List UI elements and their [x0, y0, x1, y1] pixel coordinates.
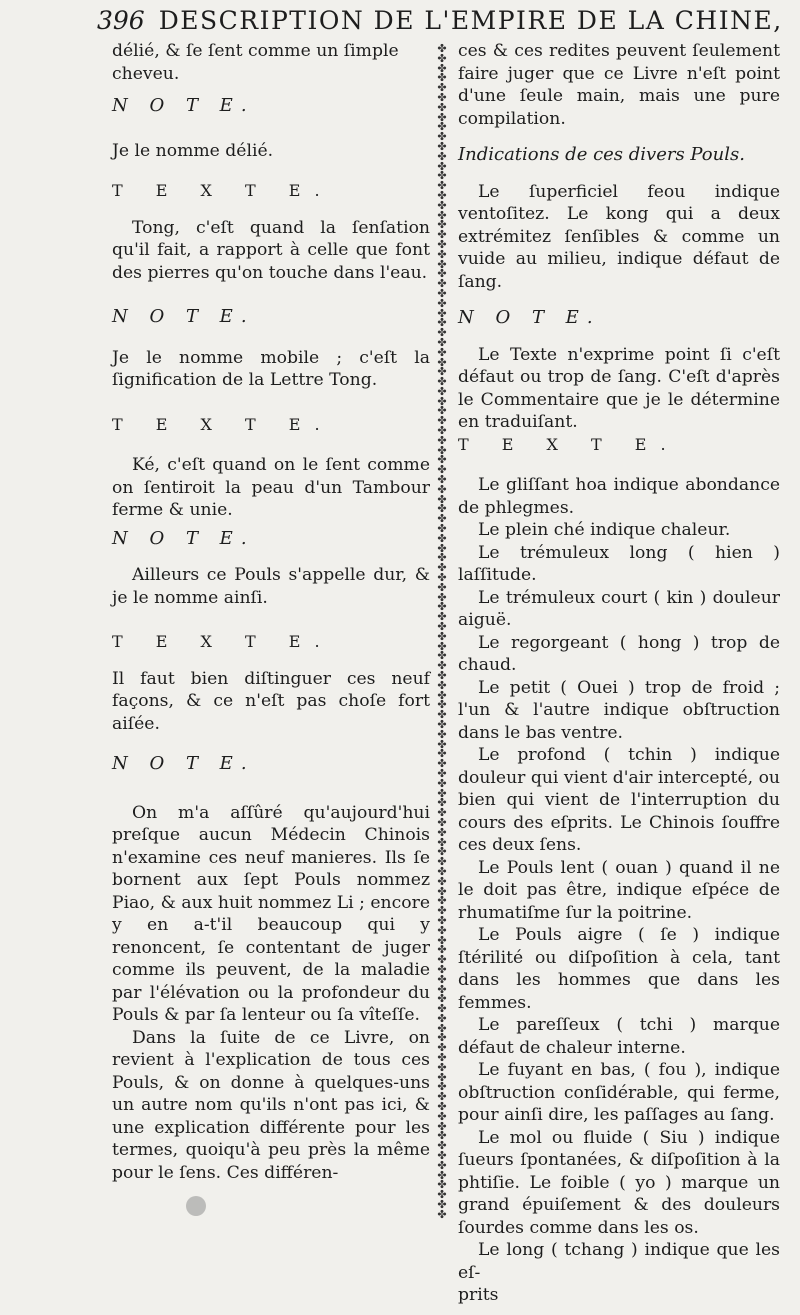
- left-column: [112, 40, 430, 1184]
- running-header: [97, 6, 783, 40]
- indication-item: Le gliſſant hoa indique abondance de phlegmes.: [458, 475, 780, 518]
- paragraph: Ailleurs ce Pouls s'appelle dur, & je le nomme ainſi.: [112, 565, 430, 608]
- indication-item: Le fuyant en bas, ( fou ), indique obſtruction conſidérable, qui ferme, pour ainſi dire, les paſſages au ſang.: [458, 1060, 780, 1125]
- paragraph: Ké, c'eſt quand on le ſent comme on ſentiroit la peau d'un Tambour ferme & unie.: [112, 455, 430, 520]
- section-heading: N O T E.: [458, 307, 601, 328]
- paragraph: Il faut bien diſtinguer ces neuf façons, & ce n'eſt pas choſe fort aiſée.: [112, 668, 430, 734]
- indication-item: Le trémuleux long ( hien ) laſſitude.: [458, 542, 780, 585]
- paragraph: Je le nomme mobile ; c'eſt la ſignification de la Lettre Tong.: [112, 347, 430, 390]
- section-heading: T E X T E.: [112, 414, 334, 434]
- paragraph: On m'a aſſûré qu'aujourd'hui preſque aucun Médecin Chinois n'examine ces neuf manieres. Ils ſe bornent aux ſept Pouls nommez Piao, & aux huit nommez Li ; encore y en a-t'il beaucoup qui y renoncent, ſe contentant de juger comme ils peuvent, de la maladie par l'élévation ou la profondeur du Pouls & par ſa lenteur ou ſa vîteſſe.: [112, 802, 430, 1025]
- paragraph: Le Texte n'exprime point ſi c'eſt défaut ou trop de ſang. C'eſt d'après le Commentaire que je le détermine en traduiſant.: [458, 344, 780, 432]
- indication-item: Le plein ché indique chaleur.: [478, 520, 731, 540]
- indication-item: Le Pouls aigre ( ſe ) indique ſtérilité ou diſpoſition à cela, tant dans les hommes que dans les femmes.: [458, 925, 780, 1013]
- section-heading: N O T E.: [112, 527, 255, 549]
- ink-smudge: [186, 1196, 206, 1216]
- section-heading: N O T E.: [112, 306, 255, 327]
- paragraph: Tong, c'eſt quand la ſenſation qu'il fait, a rapport à celle que font des pierres qu'on touche dans l'eau.: [112, 217, 430, 283]
- indication-item: Le profond ( tchin ) indique douleur qui vient d'air intercepté, ou bien qui vient de l'interruption du cours des eſprits. Le Chinois ſouffre ces deux ſens.: [458, 745, 780, 855]
- section-heading: N O T E.: [112, 753, 255, 774]
- paragraph: ces & ces redites peuvent ſeulement faire juger que ce Livre n'eſt point d'une ſeule main, mais une pure compilation.: [458, 41, 780, 129]
- column-divider-ornament: ✤ ✤ ✤ ✤ ✤ ✤ ✤ ✤ ✤ ✤ ✤ ✤ ✤ ✤ ✤ ✤ ✤ ✤ ✤ ✤ ✤ ✤ ✤ ✤ ✤ ✤ ✤ ✤ ✤ ✤ ✤ ✤ ✤ ✤ ✤ ✤ ✤ ✤ ✤ ✤ ✤ ✤ ✤ ✤ ✤ ✤ ✤ ✤ ✤ ✤ ✤ ✤ ✤ ✤ ✤ ✤ ✤ ✤ ✤ ✤ ✤ ✤ ✤ ✤ ✤ ✤ ✤ ✤ ✤ ✤ ✤ ✤ ✤ ✤ ✤ ✤ ✤ ✤ ✤ ✤ ✤ ✤ ✤ ✤ ✤ ✤ ✤ ✤ ✤ ✤ ✤ ✤ ✤ ✤ ✤ ✤ ✤ ✤ ✤ ✤ ✤ ✤ ✤ ✤ ✤ ✤ ✤ ✤ ✤ ✤ ✤ ✤ ✤ ✤ ✤ ✤ ✤ ✤ ✤ ✤: [437, 42, 447, 1221]
- indication-item: Le petit ( Ouei ) trop de froid ; l'un & l'autre indique obſtruction dans le bas ventre.: [458, 677, 780, 743]
- right-column: [458, 40, 780, 1307]
- paragraph: Dans la ſuite de ce Livre, on revient à l'explication de tous ces Pouls, & on donne à quelques-uns un autre nom qu'ils n'ont pas ici, & une explication différente pour les termes, quoiqu'à peu près la même pour le ſens. Ces différen-: [112, 1027, 430, 1183]
- indications-list: [458, 474, 780, 1284]
- section-heading: T E X T E.: [112, 181, 334, 200]
- paragraph: Je le nomme délié.: [112, 140, 274, 161]
- section-heading: T E X T E.: [112, 632, 334, 651]
- indication-item: Le regorgeant ( hong ) trop de chaud.: [458, 632, 780, 675]
- page-number: 396: [97, 6, 145, 35]
- indication-item: Le trémuleux court ( kin ) douleur aiguë.: [458, 587, 780, 630]
- section-heading: T E X T E.: [458, 434, 680, 454]
- catchword: prits: [458, 1285, 499, 1305]
- indication-item: Le Pouls lent ( ouan ) quand il ne le doit pas être, indique eſpéce de rhumatiſme ſur la poitrine.: [458, 857, 780, 923]
- indication-item: Le long ( tchang ) indique que les eſ-: [458, 1240, 780, 1283]
- indication-item: Le pareſſeux ( tchi ) marque défaut de chaleur interne.: [458, 1015, 780, 1058]
- section-subheading: Indications de ces divers Pouls.: [458, 144, 745, 165]
- running-title: DESCRIPTION DE L'EMPIRE DE LA CHINE,: [158, 6, 783, 35]
- paragraph: Le ſuperficiel feou indique ventoſitez. Le kong qui a deux extrémitez ſenſibles & comme un vuide au milieu, indique défaut de ſang.: [458, 181, 780, 292]
- section-heading: N O T E.: [112, 95, 255, 116]
- indication-item: Le mol ou fluide ( Siu ) indique ſueurs ſpontanées, & diſpoſition à la phtiſie. Le foible ( yo ) marque un grand épuiſement & des douleurs ſourdes comme dans les os.: [458, 1127, 780, 1238]
- paragraph: délié, & ſe ſent comme un ſimple cheveu.: [112, 41, 399, 84]
